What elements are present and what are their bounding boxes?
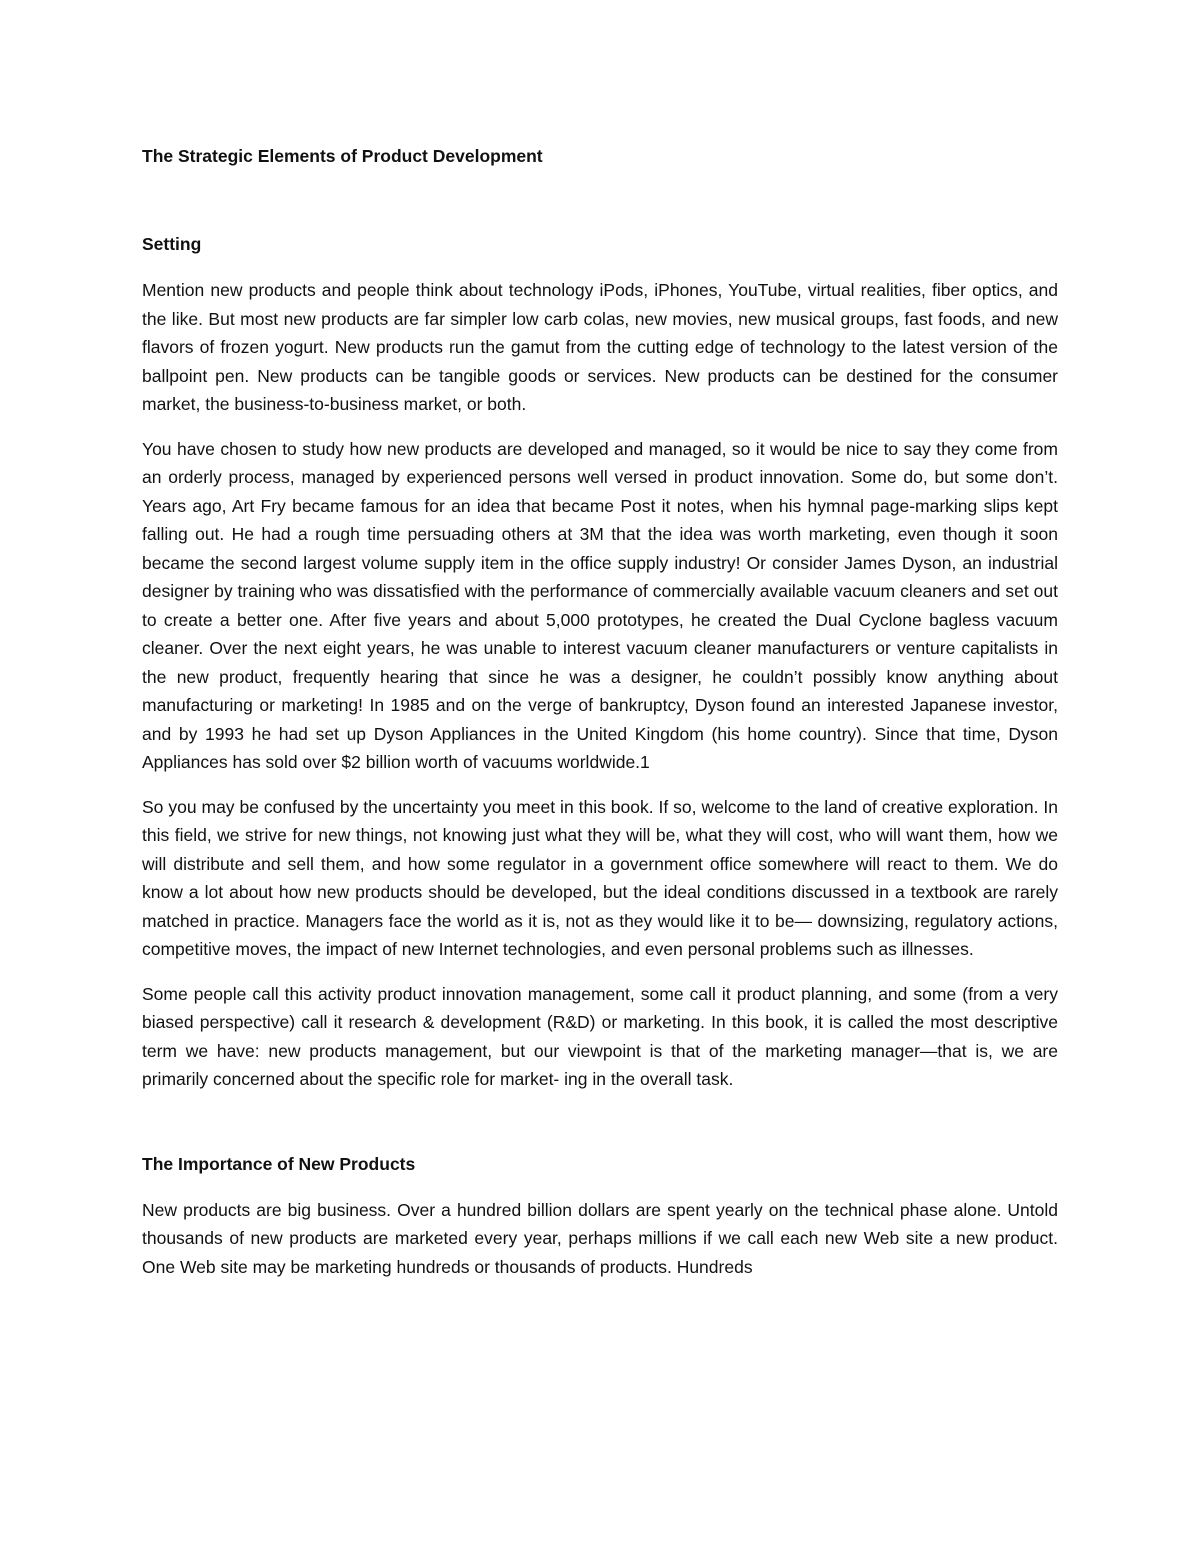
document-title: The Strategic Elements of Product Development [142,146,543,166]
paragraph: New products are big business. Over a hundred billion dollars are spent yearly on the technical phase alone. Untold thousands of new products are marketed every year, perhaps millions if we call each new Web site a new product. One Web site may be marketing hundreds or thousands of products. Hundreds [142,1199,1058,1277]
paragraph: Mention new products and people think about technology iPods, iPhones, YouTube, virtual realities, fiber optics, and the like. But most new products are far simpler low carb colas, new movies, new musical groups, fast foods, and new flavors of frozen yogurt. New products run the gamut from the cutting edge of technology to the latest version of the ballpoint pen. New products can be tangible goods or services. New products can be destined for the consumer market, the business-to-business market, or both. [142,280,1058,414]
section-importance [142,1150,1058,1282]
section-divider-space [142,1110,1058,1150]
paragraph: Some people call this activity product innovation management, some call it product planning, and some (from a very biased perspective) call it research & development (R&D) or marketing. In this book, it is called the most descriptive term we have: new products management, but our viewpoint is that of the marketing manager—that is, we are primarily concerned about the specific role for market- ing in the overall task. [142,983,1058,1089]
paragraph: You have chosen to study how new products are developed and managed, so it would be nice to say they come from an orderly process, managed by experienced persons well versed in product innovation. Some do, but some don’t. Years ago, Art Fry became famous for an idea that became Post it notes, when his hymnal page-marking slips kept falling out. He had a rough time persuading others at 3M that the idea was worth marketing, even though it soon became the second largest volume supply item in the office supply industry! Or consider James Dyson, an industrial designer by training who was dissatisfied with the performance of commercially available vacuum cleaners and set out to create a better one. After five years and about 5,000 prototypes, he created the Dual Cyclone bagless vacuum cleaner. Over the next eight years, he was unable to interest vacuum cleaner manufacturers or venture capitalists in the new product, frequently hearing that since he was a designer, he couldn’t possibly know anything about manufacturing or marketing! In 1985 and on the verge of bankruptcy, Dyson found an interested Japanese investor, and by 1993 he had set up Dyson Appliances in the United Kingdom (his home country). Since that time, Dyson Appliances has sold over $2 billion worth of vacuums worldwide.1 [142,438,1058,772]
section-setting [142,230,1058,1094]
section-heading: Setting [142,234,202,254]
section-heading: The Importance of New Products [142,1153,416,1174]
paragraph: So you may be confused by the uncertainty you meet in this book. If so, welcome to the land of creative exploration. In this field, we strive for new things, not knowing just what they will be, what they will cost, who will want them, how we will distribute and sell them, and how some regulator in a government office somewhere will react to them. We do know a lot about how new products should be developed, but the ideal conditions discussed in a textbook are rarely matched in practice. Managers face the world as it is, not as they would like it to be— downsizing, regulatory actions, competitive moves, the impact of new Internet technologies, and even personal problems such as illnesses. [142,796,1058,959]
document-page [142,142,1058,1297]
